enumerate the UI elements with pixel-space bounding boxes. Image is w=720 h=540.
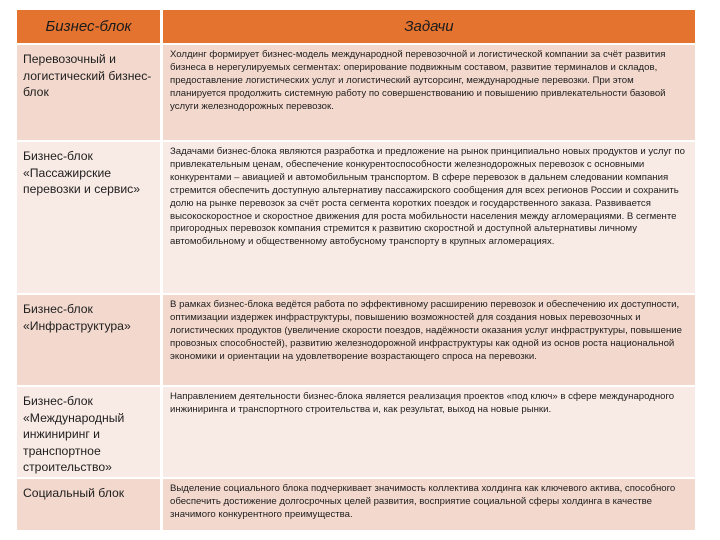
row-2-tasks: Задачами бизнес-блока являются разработка и предложение на рынок принципиально новых продуктов и услуг по привлекательным ценам, обеспечение конкурентоспособности железнодорожных перевозок с основными конкурентами – авиацией и автомобильным транспортом. В сфере перевозок в дальнем следовании компания стремится обеспечить доступную альтернативу пассажирского сообщения для всех регионов России и сохранить долю на рынке перевозок за счёт роста сегмента коротких поездок и государственного заказа. Развивается высокоскоростное и скоростное движения для роста мобильности населения между агломерациями. В сегменте пригородных перевозок компания стремится к развитию скоростной и доступной альтернативы личному автомобильному и общественному автобусному транспорту в крупных агломерациях. (163, 142, 695, 293)
row-2-block: Бизнес-блок «Пассажирские перевозки и сервис» (17, 142, 160, 293)
row-1-tasks: Холдинг формирует бизнес-модель международной перевозочной и логистической компании за счёт развития бизнеса в нерегулируемых сегментах: оперирование подвижным составом, развитие терминалов и складов, предоставление логистических услуг и логистический аутсорсинг, международные перевозки. При этом планируется продолжить системную работу по совершенствованию и повышению привлекательности базовой услуги железнодорожных перевозок. (163, 45, 695, 140)
header-tasks: Задачи (163, 10, 695, 43)
row-5-block: Социальный блок (17, 479, 160, 530)
row-1-block: Перевозочный и логистический бизнес-блок (17, 45, 160, 140)
business-blocks-table (17, 10, 695, 524)
row-3-tasks: В рамках бизнес-блока ведётся работа по эффективному расширению перевозок и обеспечению их доступности, оптимизации издержек инфраструктуры, повышению возможностей для создания новых перевозочных и логистических продуктов (увеличение скорости поездов, надёжности оказания услуг инфраструктуры, повышение провозных способностей), развитию железнодорожной инфраструктуры как одной из основ роста национальной экономики и ориентации на удовлетворение возрастающего спроса на перевозки. (163, 295, 695, 385)
row-3-block: Бизнес-блок «Инфраструктура» (17, 295, 160, 385)
header-business-block: Бизнес-блок (17, 10, 160, 43)
row-4-block: Бизнес-блок «Международный инжиниринг и транспортное строительство» (17, 387, 160, 477)
row-4-tasks: Направлением деятельности бизнес-блока является реализация проектов «под ключ» в сфере международного инжиниринга и транспортного строительства и, как результат, выход на новые рынки. (163, 387, 695, 477)
row-5-tasks: Выделение социального блока подчеркивает значимость коллектива холдинга как ключевого актива, способного обеспечить достижение долгосрочных целей развития, восприятие социальной сферы холдинга в качестве значимого конкурентного преимущества. (163, 479, 695, 530)
